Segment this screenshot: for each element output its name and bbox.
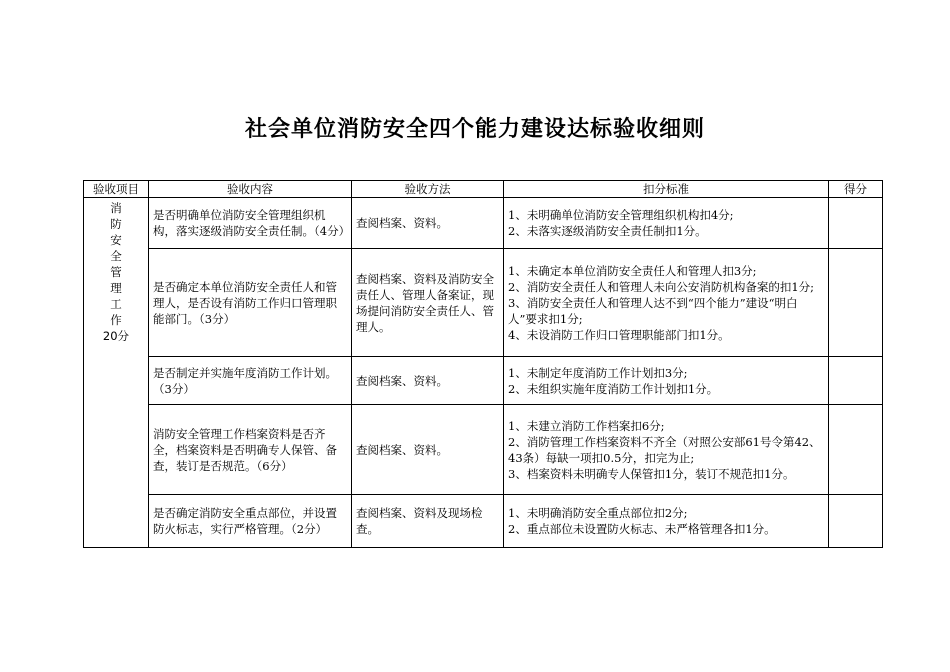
method-cell: 查阅档案、资料。 [352, 198, 504, 249]
criteria-line: 3、档案资料未明确专人保管扣1分，装订不规范扣1分。 [508, 466, 795, 481]
method-cell: 查阅档案、资料。 [352, 357, 504, 405]
criteria-line: 3、消防安全责任人和管理人达不到“四个能力”建设“明白人”要求扣1分; [508, 295, 798, 326]
content-cell: 消防安全管理工作档案资料是否齐全，档案资料是否明确专人保管、备查，装订是否规范。（6分） [149, 405, 352, 495]
criteria-line: 2、消防管理工作档案资料不齐全（对照公安部61号令第42、43条）每缺一项扣0.5分，扣完为止; [508, 434, 821, 465]
category-char: 理 [110, 281, 122, 295]
content-cell: 是否制定并实施年度消防工作计划。（3分） [149, 357, 352, 405]
criteria-cell [504, 198, 829, 249]
score-cell[interactable] [829, 249, 883, 357]
acceptance-table [83, 180, 883, 548]
criteria-cell [504, 249, 829, 357]
score-cell[interactable] [829, 405, 883, 495]
category-cell [84, 198, 149, 548]
score-cell[interactable] [829, 495, 883, 548]
score-cell[interactable] [829, 198, 883, 249]
method-cell: 查阅档案、资料及消防安全责任人、管理人备案证，现场提问消防安全责任人、管理人。 [352, 249, 504, 357]
criteria-line: 4、未设消防工作归口管理职能部门扣1分。 [508, 327, 730, 342]
table-row [84, 357, 883, 405]
method-cell: 查阅档案、资料。 [352, 405, 504, 495]
criteria-line: 1、未明确消防安全重点部位扣2分; [508, 506, 688, 520]
criteria-line: 2、消防安全责任人和管理人未向公安消防机构备案的扣1分; [508, 279, 815, 294]
criteria-line: 1、未明确单位消防安全管理组织机构扣4分; [508, 208, 734, 222]
category-score: 20分 [102, 329, 130, 343]
method-cell: 查阅档案、资料及现场检查。 [352, 495, 504, 548]
category-char: 工 [110, 297, 122, 311]
table-row [84, 198, 883, 249]
criteria-line: 2、未组织实施年度消防工作计划扣1分。 [508, 381, 719, 396]
criteria-line: 1、未确定本单位消防安全责任人和管理人扣3分; [508, 263, 757, 278]
criteria-line: 2、重点部位未设置防火标志、未严格管理各扣1分。 [508, 522, 776, 536]
header-content: 验收内容 [149, 181, 352, 198]
content-cell: 是否确定本单位消防安全责任人和管理人，是否设有消防工作归口管理职能部门。（3分） [149, 249, 352, 357]
category-char: 管 [110, 265, 122, 279]
criteria-cell [504, 357, 829, 405]
table-row [84, 405, 883, 495]
header-method: 验收方法 [352, 181, 504, 198]
criteria-line: 1、未建立消防工作档案扣6分; [508, 418, 665, 433]
criteria-line: 1、未制定年度消防工作计划扣3分; [508, 365, 688, 380]
criteria-line: 2、未落实逐级消防安全责任制扣1分。 [508, 224, 707, 238]
category-char: 作 [110, 313, 122, 327]
header-criteria: 扣分标准 [504, 181, 829, 198]
table-header-row [84, 181, 883, 198]
content-cell: 是否明确单位消防安全管理组织机构，落实逐级消防安全责任制。（4分） [149, 198, 352, 249]
header-item: 验收项目 [84, 181, 149, 198]
category-char: 防 [110, 217, 122, 231]
document-title: 社会单位消防安全四个能力建设达标验收细则 [244, 117, 705, 142]
table-row [84, 495, 883, 548]
content-cell: 是否确定消防安全重点部位，并设置防火标志，实行严格管理。（2分） [149, 495, 352, 548]
header-score: 得分 [829, 181, 883, 198]
category-char: 安 [110, 233, 122, 247]
criteria-cell [504, 405, 829, 495]
category-char: 消 [110, 201, 122, 215]
score-cell[interactable] [829, 357, 883, 405]
category-char: 全 [110, 249, 122, 263]
table-row [84, 249, 883, 357]
criteria-cell [504, 495, 829, 548]
